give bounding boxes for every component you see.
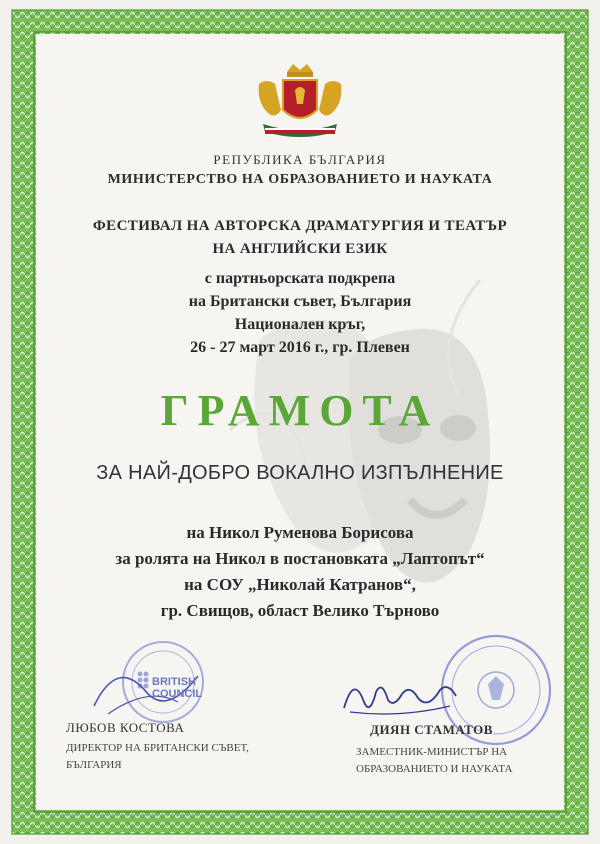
signatory-right-name: ДИЯН СТАМАТОВ	[370, 722, 493, 737]
signatory-right-title2: ОБРАЗОВАНИЕТО И НАУКАТА	[356, 763, 513, 775]
ministry-heading: МИНИСТЕРСТВО НА ОБРАЗОВАНИЕТО И НАУКАТА	[107, 172, 493, 187]
signatory-right-title1: ЗАМЕСТНИК-МИНИСТЪР НА	[356, 746, 508, 758]
recipient-town: гр. Свищов, област Велико Търново	[160, 601, 440, 620]
partner-line2: на Британски съвет, България	[188, 293, 412, 310]
festival-title-line1: ФЕСТИВАЛ НА АВТОРСКА ДРАМАТУРГИЯ И ТЕАТЪР	[92, 218, 508, 234]
signature-right	[340, 672, 460, 722]
event-date-location: 26 - 27 март 2016 г., гр. Плевен	[190, 339, 410, 356]
republic-heading: РЕПУБЛИКА БЪЛГАРИЯ	[213, 152, 387, 167]
partner-line1: с партньорската подкрепа	[204, 270, 396, 287]
award-category: ЗА НАЙ-ДОБРО ВОКАЛНО ИЗПЪЛНЕНИЕ	[96, 462, 504, 484]
partner-line3: Национален кръг,	[234, 316, 366, 333]
recipient-name: на Никол Руменова Борисова	[186, 523, 414, 542]
british-council-logo-text: BRITISH COUNCIL	[152, 676, 203, 700]
bulgarian-coat-of-arms	[245, 62, 355, 144]
signatory-left-title2: БЪЛГАРИЯ	[66, 759, 122, 771]
recipient-role: за ролята на Никол в постановката „Лаптопът“	[115, 549, 485, 568]
signatory-left-title1: ДИРЕКТОР НА БРИТАНСКИ СЪВЕТ,	[66, 742, 249, 754]
certificate-title: ГРАМОТА	[160, 386, 440, 435]
festival-title-line2: НА АНГЛИЙСКИ ЕЗИК	[212, 241, 388, 257]
signatory-left-name: ЛЮБОВ КОСТОВА	[66, 720, 185, 735]
recipient-school: на СОУ „Николай Катранов“,	[184, 575, 416, 594]
